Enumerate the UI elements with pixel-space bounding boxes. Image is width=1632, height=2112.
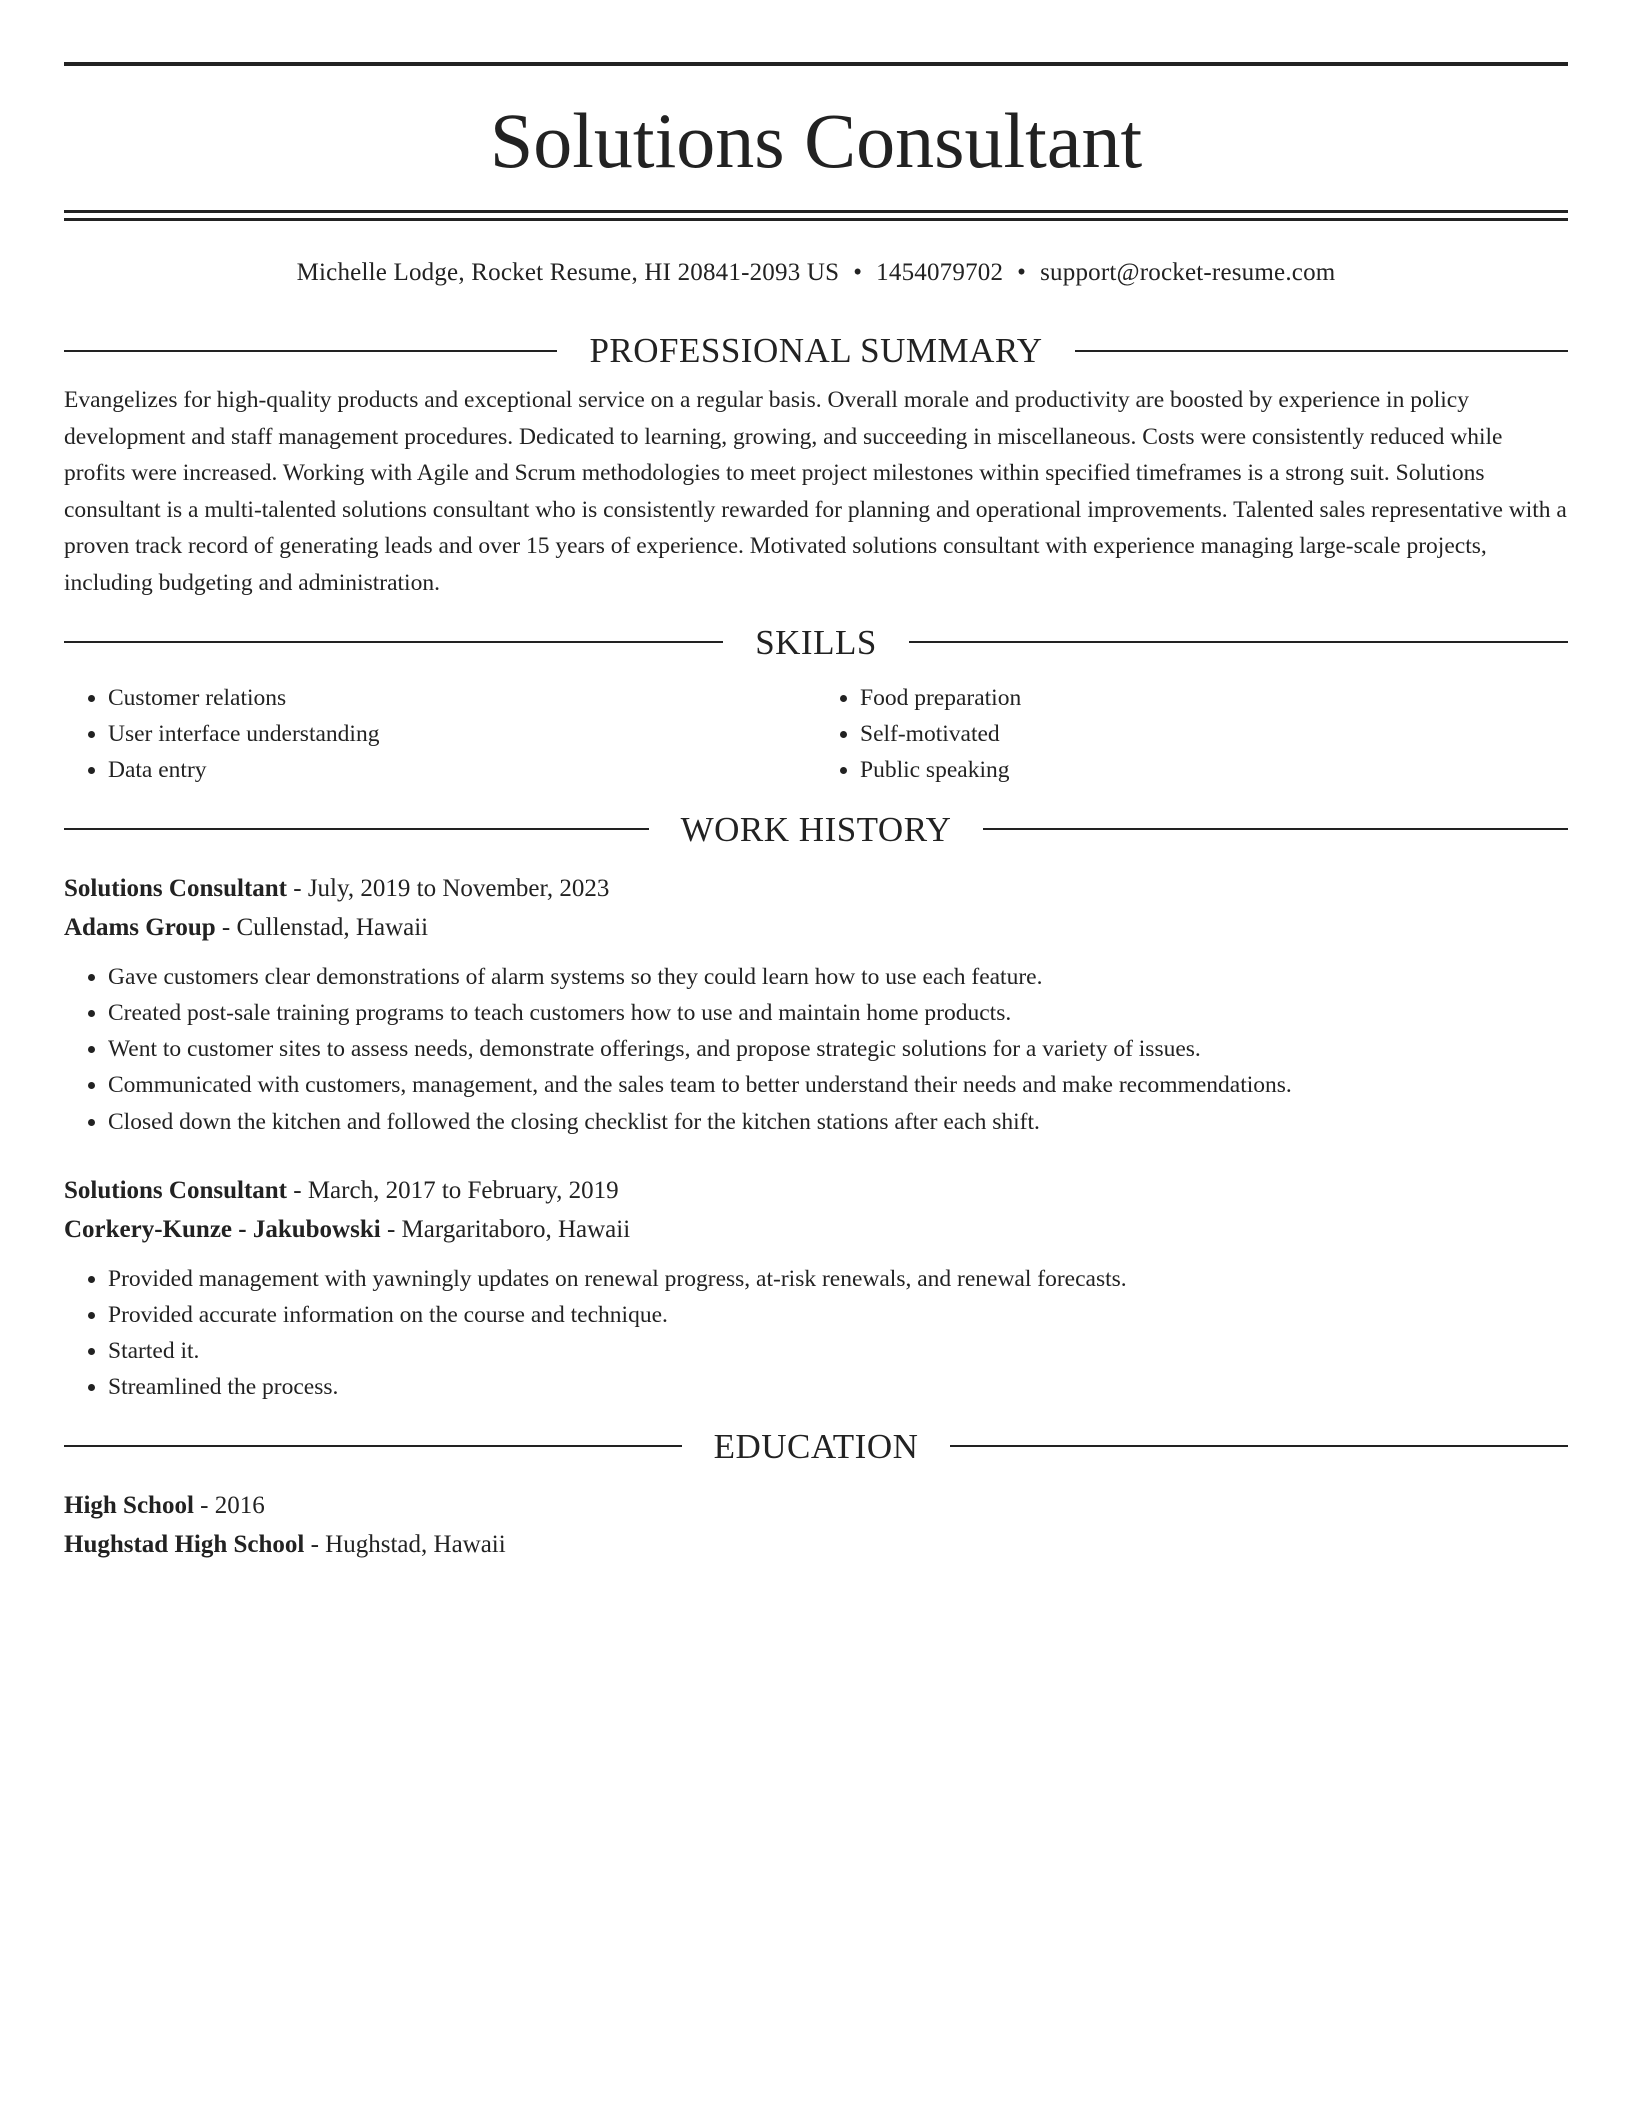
heading-rule	[983, 828, 1568, 830]
double-rule	[64, 210, 1568, 221]
job-bullet: • Went to customer sites to assess needs, demonstrate offerings, and propose strategic solutions for a variety of issues.	[108, 1031, 1568, 1067]
education-location: - Hughstad, Hawaii	[304, 1530, 506, 1558]
summary-heading	[64, 333, 1568, 368]
heading-rule	[64, 828, 649, 830]
job-company-line	[64, 908, 1568, 947]
top-rule	[64, 62, 1568, 66]
job-bullet: • Closed down the kitchen and followed the closing checklist for the kitchen stations after each shift.	[108, 1103, 1568, 1141]
job-entry	[64, 869, 1568, 1141]
skill-item: • User interface understanding	[108, 716, 816, 752]
job-title-line	[64, 1171, 1568, 1210]
skill-item: • Public speaking	[860, 752, 1568, 788]
job-bullet: • Provided accurate information on the course and technique.	[108, 1297, 1568, 1333]
education-heading	[64, 1426, 1568, 1466]
job-bullets	[64, 959, 1568, 1141]
education-degree: High School	[64, 1491, 194, 1519]
heading-rule	[909, 641, 1568, 643]
summary-text: Evangelizes for high-quality products and exceptional service on a regular basis. Overall morale and productivity are boosted by experience in policy development and staff management procedures. Dedicated to learning, growing, and succeeding in miscellaneous. Costs were consistently reduced while profits were increased. Working with Agile and Scrum methodologies to meet project milestones within specified timeframes is a strong suit. Solutions consultant is a multi-talented solutions consultant who is consistently rewarded for planning and operational improvements. Talented sales representative with a proven track record of generating leads and over 15 years of experience. Motivated solutions consultant with experience managing large-scale projects, including budgeting and administration.	[64, 387, 1567, 596]
job-company-line	[64, 1210, 1568, 1249]
contact-address: Michelle Lodge, Rocket Resume, HI 20841-2093 US	[296, 259, 840, 286]
job-bullets	[64, 1261, 1568, 1405]
job-title: Solutions Consultant	[64, 874, 287, 902]
education-title: EDUCATION	[713, 1426, 919, 1466]
heading-rule	[950, 1445, 1568, 1447]
contact-line	[64, 259, 1568, 287]
skills-column-left	[64, 680, 816, 788]
education-school: Hughstad High School	[64, 1530, 305, 1558]
skills-column-right	[816, 680, 1568, 788]
contact-phone: 1454079702	[876, 259, 1004, 286]
skills-title: SKILLS	[755, 622, 877, 662]
job-bullet: • Started it.	[108, 1333, 1568, 1369]
job-bullet: • Provided management with yawningly updates on renewal progress, at-risk renewals, and renewal forecasts.	[108, 1261, 1568, 1297]
education-school-line	[64, 1525, 1568, 1564]
skill-item: • Self-motivated	[860, 716, 1568, 752]
work-heading	[64, 809, 1568, 849]
heading-rule	[64, 1445, 682, 1447]
job-entry	[64, 1171, 1568, 1405]
job-location: - Cullenstad, Hawaii	[215, 913, 429, 941]
job-title: Solutions Consultant	[64, 1176, 287, 1204]
job-dates: - March, 2017 to February, 2019	[287, 1176, 619, 1204]
job-dates: - July, 2019 to November, 2023	[287, 874, 610, 902]
job-bullet: • Streamlined the process.	[108, 1369, 1568, 1405]
heading-rule	[1075, 350, 1568, 352]
job-location: - Margaritaboro, Hawaii	[380, 1215, 631, 1243]
contact-separator: •	[853, 259, 863, 286]
heading-rule	[64, 350, 557, 352]
education-entry	[64, 1486, 1568, 1564]
work-title: WORK HISTORY	[680, 809, 952, 849]
contact-separator: •	[1017, 259, 1027, 286]
skill-item: • Customer relations	[108, 680, 816, 716]
education-degree-line	[64, 1486, 1568, 1525]
job-company: Corkery-Kunze - Jakubowski	[64, 1215, 381, 1243]
job-company: Adams Group	[64, 913, 216, 941]
contact-email[interactable]: support@rocket-resume.com	[1040, 259, 1336, 286]
heading-rule	[64, 641, 723, 643]
skill-item: • Data entry	[108, 752, 816, 788]
summary-title: PROFESSIONAL SUMMARY	[589, 331, 1043, 370]
skills-list	[64, 680, 1568, 788]
job-bullet: • Gave customers clear demonstrations of alarm systems so they could learn how to use each feature.	[108, 959, 1568, 995]
job-title-line	[64, 869, 1568, 908]
skill-item: • Food preparation	[860, 680, 1568, 716]
job-bullet: • Created post-sale training programs to teach customers how to use and maintain home products.	[108, 995, 1568, 1031]
skills-heading	[64, 622, 1568, 662]
resume-name: Solutions Consultant	[489, 97, 1143, 184]
education-year: - 2016	[193, 1491, 265, 1519]
job-bullet: • Communicated with customers, management, and the sales team to better understand their needs and make recommendations.	[108, 1067, 1568, 1103]
